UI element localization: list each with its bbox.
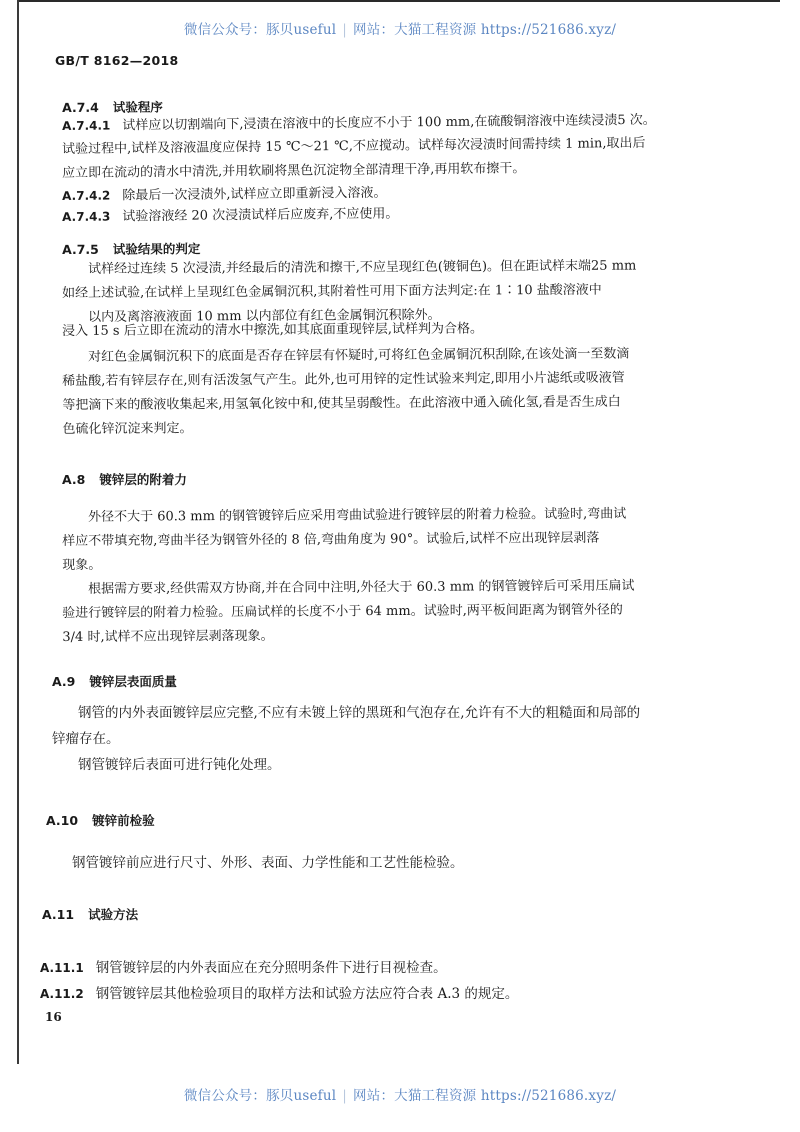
section-number: A.10 <box>46 813 79 828</box>
paragraph-a7-5-2 <box>62 317 483 344</box>
text-line: 色硫化锌沉淀来判定。 <box>62 421 193 437</box>
section-number: A.7.4 <box>62 99 99 115</box>
section-title: 试验程序 <box>112 99 163 115</box>
text-line: 稀盐酸,若有锌层存在,则有活泼氢气产生。此外,也可用锌的定性试验来判定,即用小片滤纸或吸液管 <box>62 370 625 389</box>
section-number: A.8 <box>62 472 86 487</box>
paragraph-a8-2 <box>62 575 635 650</box>
paragraph-a8-1 <box>62 503 627 578</box>
text-line: 对红色金属铜沉积下的底面是否存在锌层有怀疑时,可将红色金属铜沉积刮除,在该处滴一至数滴 <box>88 346 630 365</box>
clause-number: A.7.4.3 <box>62 209 111 224</box>
clause-line-5: 应立即在流动的清水中清洗,并用软刷将黑色沉淀物全部清理干净, <box>62 162 435 181</box>
paragraph-a10-1 <box>46 851 464 875</box>
section-heading-a8 <box>62 470 187 488</box>
section-title: 试验方法 <box>88 907 139 922</box>
clause-number: A.7.4.2 <box>62 188 111 203</box>
page-frame-left-border <box>17 0 19 1064</box>
text-line: 锌瘤存在。 <box>52 731 120 747</box>
watermark-website-text: 网站：大猫工程资源 https://521686.xyz/ <box>353 1088 617 1104</box>
section-title: 试验结果的判定 <box>112 241 201 257</box>
text-line: 验进行镀锌层的附着力检验。压扁试样的长度不小于 64 mm。试验时,两平板间距离为钢管外径的 <box>62 602 623 621</box>
text-line: 试样经过连续 5 次浸渍,并经最后的清洗和擦干,不应呈现红色(镀铜色)。但在距试样末端25 mm <box>88 258 637 277</box>
standard-code: GB/T 8162—2018 <box>55 53 179 68</box>
text-line: 钢管镀锌前应进行尺寸、外形、表面、力学性能和工艺性能检验。 <box>72 855 464 871</box>
clause-a7-4-1-line-2 <box>62 132 646 162</box>
section-title: 镀锌层的附着力 <box>99 472 187 487</box>
section-heading-a9 <box>52 672 177 690</box>
text-line: 根据需方要求,经供需双方协商,并在合同中注明,外径大于 60.3 mm 的钢管镀锌后可采用压扁试 <box>88 578 635 597</box>
clause-a11-2 <box>40 981 518 1007</box>
clause-number: A.11.2 <box>40 987 84 1001</box>
clause-a7-4-3 <box>62 201 398 230</box>
text-line: 3/4 时,试样不应出现锌层剥落现象。 <box>62 628 274 645</box>
text-line: 浸入 15 s 后立即在流动的清水中擦洗,如其底面重现锌层,试样判为合格。 <box>62 321 483 339</box>
watermark-separator: | <box>342 22 348 38</box>
watermark-website-text: 网站：大猫工程资源 https://521686.xyz/ <box>353 22 617 38</box>
clause-a11-1 <box>40 955 518 981</box>
section-number: A.11 <box>42 907 75 922</box>
text-line: 现象。 <box>62 557 102 573</box>
paragraph-a7-5-mixed-1 <box>62 279 602 306</box>
watermark-wechat-text: 微信公众号：豚贝useful <box>183 1088 337 1104</box>
text-line: 等把滴下来的酸液收集起来,用氢氧化铵中和,使其呈弱酸性。在此溶液中通入硫化氢,看是否生成白 <box>62 394 621 413</box>
clause-number: A.7.4.1 <box>62 118 111 133</box>
paragraph-a7-5-1 <box>62 254 636 282</box>
watermark-footer <box>0 1084 800 1104</box>
watermark-header <box>0 18 800 38</box>
text-line: 钢管镀锌后表面可进行钝化处理。 <box>78 757 281 773</box>
clause-line-2: 试样每次浸渍时间需持续 1 min,取出后 <box>417 135 646 154</box>
paragraph-a7-5-3 <box>62 343 630 442</box>
section-number: A.7.5 <box>62 241 99 257</box>
clause-line-3: 试验过程中,试样及溶液温度应保持 15 ℃～21 ℃,不应搅动。 <box>62 138 419 157</box>
text-line: 如经上述试验,在试样上呈现红色金属铜沉积,其附着性可用下面方法判定:在 1∶10 盐酸溶液中 <box>62 282 602 301</box>
clause-text: 除最后一次浸渍外,试样应立即重新浸入溶液。 <box>122 185 387 204</box>
watermark-separator: | <box>342 1088 348 1104</box>
section-heading-a11 <box>42 905 138 923</box>
section-heading-a10 <box>46 811 155 829</box>
clause-text: 试验溶液经 20 次浸渍试样后应废弃,不应使用。 <box>122 206 399 225</box>
page-frame-top-border <box>17 0 780 2</box>
paragraph-a9-1 <box>52 700 640 778</box>
clause-text: 钢管镀锌层的内外表面应在充分照明条件下进行目视检查。 <box>95 960 447 976</box>
clauses-a11 <box>40 955 518 1007</box>
section-heading-a7-5 <box>62 239 200 258</box>
clause-line-1: 试样应以切割端向下,浸渍在溶液中的长度应不小于 100 mm,在硫酸铜溶液中连续浸渍5 次。 <box>122 112 656 134</box>
section-title: 镀锌层表面质量 <box>89 674 177 689</box>
clause-line-4: 再用软布擦干。 <box>434 161 526 178</box>
text-line: 样应不带填充物,弯曲半径为钢管外径的 8 倍,弯曲角度为 90°。试验后,试样不应出现锌层剥落 <box>62 530 600 549</box>
section-title: 镀锌前检验 <box>92 813 155 828</box>
text-line: 钢管的内外表面镀锌层应完整,不应有未镀上锌的黑斑和气泡存在,允许有不大的粗糙面和局部的 <box>78 705 641 721</box>
clause-number: A.11.1 <box>40 961 84 975</box>
text-line: 以内及离溶液液面 10 mm 以内部位有红色金属铜沉积除外。 <box>88 307 441 325</box>
watermark-wechat-text: 微信公众号：豚贝useful <box>183 22 337 38</box>
text-line: 外径不大于 60.3 mm 的钢管镀锌后应采用弯曲试验进行镀锌层的附着力检验。试验时,弯曲试 <box>88 506 627 525</box>
page-number: 16 <box>45 1010 62 1024</box>
section-number: A.9 <box>52 674 76 689</box>
clause-text: 钢管镀锌层其他检验项目的取样方法和试验方法应符合表 A.3 的规定。 <box>95 986 519 1002</box>
